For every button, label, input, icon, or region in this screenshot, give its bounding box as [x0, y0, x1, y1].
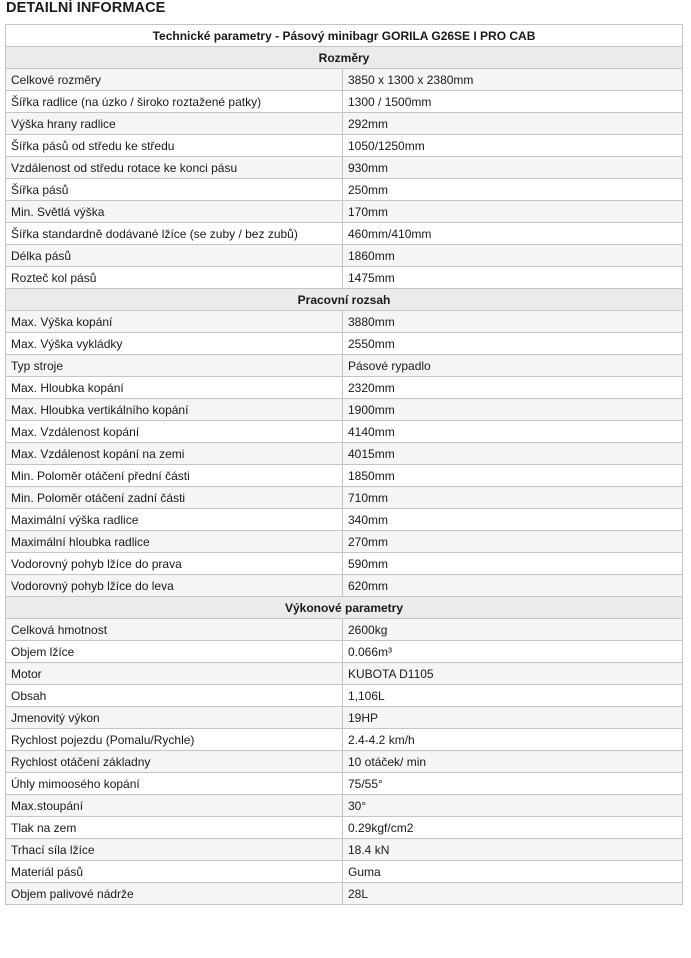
spec-label: Šířka standardně dodávané lžíce (se zuby / bez zubů)	[6, 223, 343, 245]
spec-label: Rychlost pojezdu (Pomalu/Rychle)	[6, 729, 343, 751]
table-row	[6, 421, 683, 443]
table-row	[6, 465, 683, 487]
table-row	[6, 729, 683, 751]
table-row	[6, 245, 683, 267]
spec-value: 930mm	[343, 157, 683, 179]
spec-value: 30°	[343, 795, 683, 817]
spec-label: Jmenovitý výkon	[6, 707, 343, 729]
spec-value: 2320mm	[343, 377, 683, 399]
spec-label: Typ stroje	[6, 355, 343, 377]
page-heading: DETAILNÍ INFORMACE	[6, 0, 166, 16]
spec-value: 270mm	[343, 531, 683, 553]
table-row	[6, 773, 683, 795]
spec-value: 1050/1250mm	[343, 135, 683, 157]
spec-label: Délka pásů	[6, 245, 343, 267]
spec-label: Motor	[6, 663, 343, 685]
table-row	[6, 399, 683, 421]
spec-table-body	[6, 25, 683, 905]
spec-label: Max. Hloubka vertikálního kopání	[6, 399, 343, 421]
spec-value: 250mm	[343, 179, 683, 201]
spec-value: 170mm	[343, 201, 683, 223]
spec-label: Max. Vzdálenost kopání	[6, 421, 343, 443]
table-row	[6, 157, 683, 179]
table-row	[6, 179, 683, 201]
table-title: Technické parametry - Pásový minibagr GORILA G26SE I PRO CAB	[6, 25, 683, 47]
table-row	[6, 377, 683, 399]
spec-label: Objem palivové nádrže	[6, 883, 343, 905]
table-row	[6, 641, 683, 663]
table-row	[6, 883, 683, 905]
spec-label: Objem lžíce	[6, 641, 343, 663]
spec-label: Šířka pásů od středu ke středu	[6, 135, 343, 157]
spec-label: Šířka pásů	[6, 179, 343, 201]
table-row	[6, 113, 683, 135]
spec-value: 590mm	[343, 553, 683, 575]
spec-table	[5, 24, 683, 905]
table-row	[6, 91, 683, 113]
spec-label: Celková hmotnost	[6, 619, 343, 641]
spec-value: 18.4 kN	[343, 839, 683, 861]
table-row	[6, 355, 683, 377]
spec-value: 28L	[343, 883, 683, 905]
spec-value: 4140mm	[343, 421, 683, 443]
spec-value: 1860mm	[343, 245, 683, 267]
table-title-row	[6, 25, 683, 47]
spec-value: 1475mm	[343, 267, 683, 289]
section-title: Pracovní rozsah	[6, 289, 683, 311]
spec-value: Guma	[343, 861, 683, 883]
spec-label: Trhací síla lžíce	[6, 839, 343, 861]
spec-label: Min. Světlá výška	[6, 201, 343, 223]
spec-label: Max. Hloubka kopání	[6, 377, 343, 399]
table-row	[6, 861, 683, 883]
spec-value: 0.066m³	[343, 641, 683, 663]
spec-value: 340mm	[343, 509, 683, 531]
spec-value: 1850mm	[343, 465, 683, 487]
spec-value: 1,106L	[343, 685, 683, 707]
spec-label: Max. Výška kopání	[6, 311, 343, 333]
spec-label: Vodorovný pohyb lžíce do leva	[6, 575, 343, 597]
section-header-row	[6, 47, 683, 69]
spec-value: 3880mm	[343, 311, 683, 333]
section-header-row	[6, 597, 683, 619]
table-row	[6, 839, 683, 861]
spec-label: Vzdálenost od středu rotace ke konci pásu	[6, 157, 343, 179]
spec-value: 3850 x 1300 x 2380mm	[343, 69, 683, 91]
spec-value: Pásové rypadlo	[343, 355, 683, 377]
table-row	[6, 509, 683, 531]
spec-value: 2550mm	[343, 333, 683, 355]
table-row	[6, 553, 683, 575]
spec-label: Min. Poloměr otáčení přední části	[6, 465, 343, 487]
table-row	[6, 333, 683, 355]
spec-value: 2.4-4.2 km/h	[343, 729, 683, 751]
spec-label: Tlak na zem	[6, 817, 343, 839]
spec-value: 4015mm	[343, 443, 683, 465]
table-row	[6, 663, 683, 685]
spec-label: Úhly mimoosého kopání	[6, 773, 343, 795]
spec-label: Maximální výška radlice	[6, 509, 343, 531]
spec-value: 0.29kgf/cm2	[343, 817, 683, 839]
table-row	[6, 707, 683, 729]
table-row	[6, 267, 683, 289]
spec-label: Rychlost otáčení základny	[6, 751, 343, 773]
spec-value: 1300 / 1500mm	[343, 91, 683, 113]
table-row	[6, 795, 683, 817]
spec-label: Obsah	[6, 685, 343, 707]
spec-value: 460mm/410mm	[343, 223, 683, 245]
spec-label: Výška hrany radlice	[6, 113, 343, 135]
spec-value: 292mm	[343, 113, 683, 135]
table-row	[6, 685, 683, 707]
table-row	[6, 201, 683, 223]
spec-label: Celkové rozměry	[6, 69, 343, 91]
table-row	[6, 751, 683, 773]
table-row	[6, 619, 683, 641]
table-row	[6, 575, 683, 597]
spec-label: Max. Výška vykládky	[6, 333, 343, 355]
spec-value: 2600kg	[343, 619, 683, 641]
table-row	[6, 487, 683, 509]
spec-value: 19HP	[343, 707, 683, 729]
table-row	[6, 531, 683, 553]
spec-label: Šířka radlice (na úzko / široko roztažené patky)	[6, 91, 343, 113]
spec-label: Vodorovný pohyb lžíce do prava	[6, 553, 343, 575]
spec-value: 620mm	[343, 575, 683, 597]
spec-value: KUBOTA D1105	[343, 663, 683, 685]
table-row	[6, 223, 683, 245]
spec-value: 710mm	[343, 487, 683, 509]
table-row	[6, 69, 683, 91]
table-row	[6, 443, 683, 465]
table-row	[6, 135, 683, 157]
spec-label: Max.stoupání	[6, 795, 343, 817]
spec-value: 1900mm	[343, 399, 683, 421]
section-title: Výkonové parametry	[6, 597, 683, 619]
section-title: Rozměry	[6, 47, 683, 69]
spec-value: 75/55°	[343, 773, 683, 795]
spec-label: Materiál pásů	[6, 861, 343, 883]
section-header-row	[6, 289, 683, 311]
spec-label: Rozteč kol pásů	[6, 267, 343, 289]
table-row	[6, 817, 683, 839]
table-row	[6, 311, 683, 333]
spec-label: Maximální hloubka radlice	[6, 531, 343, 553]
spec-label: Min. Poloměr otáčení zadní části	[6, 487, 343, 509]
spec-value: 10 otáček/ min	[343, 751, 683, 773]
spec-label: Max. Vzdálenost kopání na zemi	[6, 443, 343, 465]
